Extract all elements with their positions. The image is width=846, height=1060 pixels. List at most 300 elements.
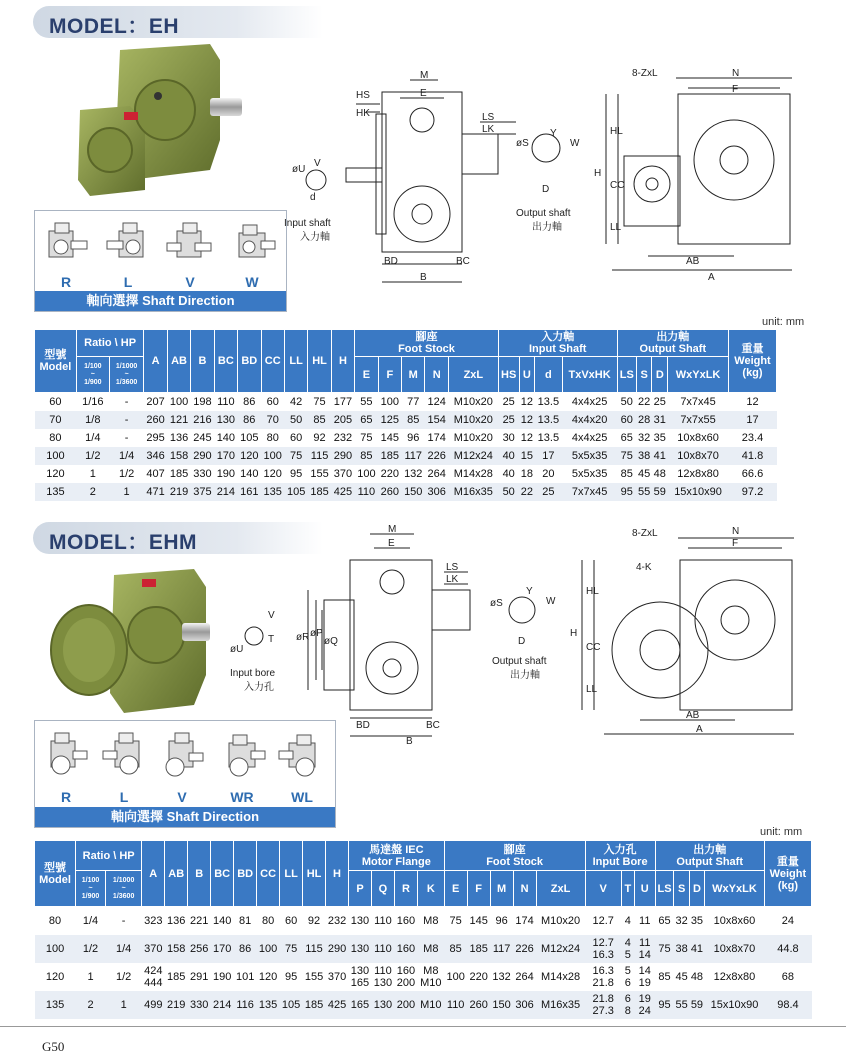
table-cell: 48 bbox=[690, 970, 704, 983]
input-bore-label-cn: 入力孔 bbox=[244, 682, 274, 693]
table-cell: 207 bbox=[146, 395, 165, 408]
table-cell: 22 bbox=[519, 483, 535, 501]
col-ll: LL bbox=[284, 330, 307, 393]
table-cell: 59 bbox=[652, 483, 668, 501]
table-cell: 370 bbox=[333, 467, 353, 480]
dim-bc: BC bbox=[426, 720, 440, 731]
table-cell: 92 bbox=[313, 431, 326, 444]
table-cell: 130 165 bbox=[350, 964, 370, 989]
col-ratio-1: 1/100 ~ 1/900 bbox=[76, 357, 109, 393]
col-n: N bbox=[513, 871, 536, 907]
table-cell: 41 bbox=[689, 935, 704, 963]
table-cell: 105 bbox=[240, 431, 259, 444]
page-number: G50 bbox=[42, 1039, 65, 1054]
table-cell: 145 bbox=[380, 431, 399, 444]
direction-l-icon bbox=[103, 215, 153, 273]
table-cell: 96 bbox=[407, 431, 420, 444]
col-d: D bbox=[689, 871, 704, 907]
table-cell: 5 6 bbox=[624, 964, 631, 989]
dim-lk: LK bbox=[482, 124, 495, 135]
table-cell: 140 bbox=[240, 467, 259, 480]
table-cell: 60 bbox=[49, 395, 62, 408]
table-cell: 11 bbox=[639, 914, 651, 927]
table-cell: 110 bbox=[217, 395, 235, 408]
input-bore-label: Input bore bbox=[230, 668, 276, 679]
table-cell: 98.4 bbox=[764, 991, 811, 1019]
table-cell: - bbox=[124, 395, 129, 408]
table-cell: 125 bbox=[378, 411, 401, 429]
col-zxl: ZxL bbox=[536, 871, 585, 907]
table-cell: 65 bbox=[658, 914, 671, 927]
table-cell: 130 bbox=[371, 991, 394, 1019]
table-cell: 160 bbox=[394, 935, 417, 963]
col-output-header: 出力軸 Output Shaft bbox=[617, 330, 728, 357]
table-cell: 205 bbox=[331, 411, 354, 429]
table-cell: 1/4 bbox=[85, 431, 101, 444]
table-cell: 264 bbox=[515, 970, 534, 983]
table-cell: 100 bbox=[357, 467, 376, 480]
table-cell: 132 bbox=[404, 467, 423, 480]
input-shaft-label-cn: 入力軸 bbox=[300, 232, 330, 243]
table-cell: 245 bbox=[193, 431, 212, 444]
dim-y: Y bbox=[526, 586, 533, 597]
col-foot-header: 腳座 Foot Stock bbox=[444, 841, 585, 871]
table-cell: 190 bbox=[212, 970, 232, 983]
table-cell: 232 bbox=[327, 914, 347, 927]
table-cell: 12 bbox=[520, 431, 534, 444]
table-cell: 306 bbox=[425, 483, 448, 501]
dim-h: H bbox=[570, 628, 578, 639]
table-row bbox=[35, 963, 812, 991]
col-r: R bbox=[394, 871, 417, 907]
table-cell: 260 bbox=[144, 411, 167, 429]
direction-wr-label: WR bbox=[230, 789, 254, 805]
col-ls: LS bbox=[655, 871, 674, 907]
table-cell: 219 bbox=[167, 483, 190, 501]
table-cell: 185 bbox=[169, 467, 189, 480]
table-cell: 370 bbox=[327, 970, 347, 983]
table-cell: M12x24 bbox=[448, 447, 498, 465]
dim-f: F bbox=[732, 84, 739, 95]
table-cell: 232 bbox=[333, 431, 353, 444]
table-cell: 260 bbox=[378, 483, 401, 501]
table-cell: 330 bbox=[188, 991, 211, 1019]
dim-bd: BD bbox=[356, 720, 370, 731]
dim-hl: HL bbox=[586, 586, 599, 597]
table-cell: 55 bbox=[674, 991, 689, 1019]
direction-l-label: L bbox=[119, 789, 129, 805]
table-cell: 86 bbox=[243, 395, 256, 408]
table-cell: 80 bbox=[261, 914, 275, 927]
dim-q: øQ bbox=[324, 636, 338, 647]
col-hl: HL bbox=[303, 841, 326, 907]
table-cell: 42 bbox=[290, 395, 303, 408]
table-cell: 145 bbox=[469, 914, 488, 927]
dim-a: A bbox=[696, 724, 703, 735]
table-cell: 12 bbox=[520, 395, 534, 408]
table-cell: 31 bbox=[652, 411, 668, 429]
output-shaft-label-cn: 出力軸 bbox=[510, 670, 540, 681]
table-cell: - bbox=[109, 411, 144, 429]
direction-r-label: R bbox=[60, 789, 72, 805]
dim-f: F bbox=[732, 538, 739, 549]
table-row bbox=[35, 935, 812, 963]
direction-v-icon bbox=[157, 725, 207, 783]
table-cell: 226 bbox=[513, 935, 536, 963]
table-cell: 425 bbox=[331, 483, 354, 501]
table-cell: 150 bbox=[490, 991, 513, 1019]
table-cell: 38 bbox=[674, 935, 689, 963]
table-cell: 214 bbox=[214, 483, 237, 501]
dim-e: E bbox=[420, 88, 427, 99]
table-cell: 65 bbox=[355, 411, 378, 429]
table-row bbox=[35, 429, 777, 447]
table-cell: 100 bbox=[261, 447, 284, 465]
table-cell: 23.4 bbox=[741, 431, 764, 444]
table-cell: 216 bbox=[191, 411, 214, 429]
table-cell: 135 bbox=[35, 483, 77, 501]
table-row bbox=[35, 393, 777, 411]
table-cell: 4x4x25 bbox=[571, 431, 608, 444]
table-cell: 66.6 bbox=[741, 467, 764, 480]
col-ratio-2: 1/1000 ~ 1/3600 bbox=[105, 871, 141, 907]
col-b: B bbox=[191, 330, 214, 393]
col-cc: CC bbox=[257, 841, 280, 907]
table-row bbox=[35, 447, 777, 465]
table-cell: 14 19 bbox=[638, 964, 651, 989]
table-cell: 264 bbox=[427, 467, 446, 480]
dim-a: A bbox=[708, 272, 715, 283]
table-cell: 471 bbox=[144, 483, 167, 501]
table-cell: 1/4 bbox=[82, 914, 99, 927]
shaft-direction-caption: 軸向選擇 Shaft Direction bbox=[35, 807, 335, 827]
ehm-gearbox-photo bbox=[44, 565, 224, 720]
table-cell: 130 bbox=[214, 411, 237, 429]
table-cell: 110 bbox=[371, 935, 394, 963]
table-cell: 5x5x35 bbox=[562, 447, 617, 465]
table-cell: 323 bbox=[144, 914, 163, 927]
col-motor-header: 馬達盤 IEC Motor Flange bbox=[349, 841, 445, 871]
col-ab: AB bbox=[167, 330, 190, 393]
table-cell: 45 bbox=[638, 467, 651, 480]
table-cell: 130 bbox=[349, 935, 372, 963]
table-cell: 4x4x25 bbox=[571, 395, 608, 408]
table-cell: 499 bbox=[142, 991, 165, 1019]
col-model-header: 型號 Model bbox=[35, 841, 76, 907]
table-cell: 20 bbox=[542, 467, 555, 480]
dim-ls: LS bbox=[446, 562, 459, 573]
table-cell: 115 bbox=[303, 935, 326, 963]
table-cell: 407 bbox=[146, 467, 165, 480]
dim-n: N bbox=[732, 68, 740, 79]
table-cell: 59 bbox=[689, 991, 704, 1019]
col-wxyxlk: WxYxLK bbox=[668, 357, 729, 393]
table-cell: 219 bbox=[165, 991, 188, 1019]
col-bc: BC bbox=[214, 330, 237, 393]
table-cell: 100 bbox=[257, 935, 280, 963]
table-cell: 12 bbox=[519, 411, 535, 429]
dim-w: W bbox=[570, 138, 580, 149]
ehm-spec-table bbox=[34, 840, 812, 1019]
col-b: B bbox=[188, 841, 211, 907]
table-cell: 2 bbox=[76, 991, 106, 1019]
table-cell: 110 bbox=[444, 991, 467, 1019]
table-cell: 290 bbox=[326, 935, 349, 963]
table-cell: 97.2 bbox=[729, 483, 777, 501]
table-row bbox=[35, 411, 777, 429]
table-cell: 1 bbox=[87, 970, 94, 983]
col-weight: 重量 Weight (kg) bbox=[729, 330, 777, 393]
col-model-header: 型號 Model bbox=[35, 330, 77, 393]
table-cell: 190 bbox=[216, 467, 236, 480]
table-cell: 110 bbox=[355, 483, 378, 501]
table-cell: 170 bbox=[214, 447, 237, 465]
col-bd: BD bbox=[234, 841, 257, 907]
table-cell: 100 bbox=[380, 395, 399, 408]
table-cell: 60 bbox=[284, 914, 298, 927]
table-cell: 40 bbox=[502, 467, 515, 480]
col-output-header: 出力軸 Output Shaft bbox=[655, 841, 764, 871]
dim-v: V bbox=[314, 158, 321, 169]
table-cell: 185 bbox=[167, 970, 186, 983]
table-cell: 136 bbox=[169, 431, 189, 444]
table-cell: 4x4x20 bbox=[562, 411, 617, 429]
table-cell: 295 bbox=[146, 431, 165, 444]
col-d-small: d bbox=[535, 357, 562, 393]
direction-l-label: L bbox=[123, 274, 133, 290]
table-cell: 1/16 bbox=[82, 395, 104, 408]
table-cell: 7x7x45 bbox=[680, 395, 716, 408]
table-cell: 45 bbox=[675, 970, 688, 983]
table-cell: 12 bbox=[746, 395, 759, 408]
col-foot-header: 腳座 Foot Stock bbox=[355, 330, 499, 357]
col-s: S bbox=[674, 871, 689, 907]
table-cell: 174 bbox=[427, 431, 446, 444]
table-cell: 95 bbox=[284, 970, 298, 983]
table-cell: 256 bbox=[188, 935, 211, 963]
table-cell: M16x35 bbox=[448, 483, 498, 501]
dim-zxl: 8-ZxL bbox=[632, 68, 658, 79]
table-cell: 290 bbox=[191, 447, 214, 465]
table-cell: 65 bbox=[620, 431, 633, 444]
table-cell: 1 bbox=[109, 483, 144, 501]
direction-v-label: V bbox=[185, 274, 195, 290]
col-t: T bbox=[621, 871, 634, 907]
table-cell: 60 bbox=[290, 431, 303, 444]
table-cell: 85 bbox=[658, 970, 671, 983]
dim-ll: LL bbox=[586, 684, 598, 695]
table-cell: 198 bbox=[193, 395, 212, 408]
col-hl: HL bbox=[308, 330, 331, 393]
output-shaft-label: Output shaft bbox=[492, 656, 547, 667]
dim-lk: LK bbox=[446, 574, 459, 585]
table-cell: 22 bbox=[638, 395, 651, 408]
table-cell: M10x20 bbox=[453, 395, 493, 408]
table-cell: 185 bbox=[308, 483, 331, 501]
eh-shaft-direction-panel bbox=[34, 210, 287, 312]
table-cell: 17 bbox=[729, 411, 777, 429]
table-cell: 75 bbox=[284, 447, 307, 465]
table-cell: 132 bbox=[492, 970, 511, 983]
col-zxl: ZxL bbox=[448, 357, 498, 393]
table-cell: 44.8 bbox=[764, 935, 811, 963]
table-cell: 48 bbox=[653, 467, 666, 480]
table-cell: 81 bbox=[239, 914, 252, 927]
table-cell: 10x8x70 bbox=[668, 447, 729, 465]
dim-y: Y bbox=[550, 128, 557, 139]
dim-h: H bbox=[594, 168, 602, 179]
table-cell: 2 bbox=[76, 483, 109, 501]
table-cell: 41 bbox=[652, 447, 668, 465]
table-cell: 10x8x60 bbox=[677, 431, 719, 444]
table-cell: 115 bbox=[308, 447, 331, 465]
table-cell: 75 bbox=[617, 447, 636, 465]
table-cell: 77 bbox=[407, 395, 420, 408]
table-cell: 425 bbox=[326, 991, 349, 1019]
table-cell: 154 bbox=[425, 411, 448, 429]
table-cell: 226 bbox=[425, 447, 448, 465]
table-cell: M8 bbox=[417, 935, 444, 963]
col-txvxhk: TxVxHK bbox=[562, 357, 617, 393]
col-ls: LS bbox=[617, 357, 636, 393]
output-shaft-label-cn: 出力軸 bbox=[532, 222, 562, 233]
table-cell: 15x10x90 bbox=[705, 991, 765, 1019]
table-cell: 70 bbox=[261, 411, 284, 429]
table-cell: 10x8x70 bbox=[705, 935, 765, 963]
dim-hl: HL bbox=[610, 126, 623, 137]
table-cell: M10 bbox=[417, 991, 444, 1019]
table-cell: 1/2 bbox=[115, 970, 132, 983]
dim-b: B bbox=[406, 736, 413, 745]
table-cell: 13.5 bbox=[537, 431, 560, 444]
dim-s: øS bbox=[516, 138, 529, 149]
col-cc: CC bbox=[261, 330, 284, 393]
table-cell: 18 bbox=[520, 467, 534, 480]
table-row bbox=[35, 991, 812, 1019]
col-e: E bbox=[444, 871, 467, 907]
dim-r: øR bbox=[296, 632, 310, 643]
table-cell: 7x7x45 bbox=[562, 483, 617, 501]
table-cell: 290 bbox=[331, 447, 354, 465]
table-cell: 135 bbox=[257, 991, 280, 1019]
direction-w-label: W bbox=[245, 274, 259, 290]
col-input-header: 入力孔 Input Bore bbox=[585, 841, 655, 871]
table-cell: 11 14 bbox=[634, 935, 655, 963]
table-cell: 170 bbox=[211, 935, 234, 963]
dim-p: øP bbox=[310, 628, 323, 639]
dim-hk: HK bbox=[356, 108, 370, 119]
table-cell: 177 bbox=[333, 395, 353, 408]
dim-e: E bbox=[388, 538, 395, 549]
table-cell: 13.5 bbox=[537, 395, 560, 408]
table-cell: 19 24 bbox=[634, 991, 655, 1019]
col-h: H bbox=[326, 841, 349, 907]
table-cell: 68 bbox=[781, 970, 795, 983]
table-cell: M8 M10 bbox=[420, 964, 442, 989]
table-cell: 100 bbox=[35, 935, 76, 963]
table-cell: 1 bbox=[105, 991, 141, 1019]
table-cell: 200 bbox=[394, 991, 417, 1019]
table-cell: 140 bbox=[212, 914, 232, 927]
table-cell: 85 bbox=[620, 467, 633, 480]
table-cell: 75 bbox=[313, 395, 326, 408]
table-cell: 86 bbox=[234, 935, 257, 963]
table-cell: 174 bbox=[515, 914, 534, 927]
table-cell: 55 bbox=[636, 483, 652, 501]
col-ratio-header: Ratio \ HP bbox=[76, 841, 142, 871]
table-cell: 105 bbox=[280, 991, 303, 1019]
direction-r-icon bbox=[41, 725, 91, 783]
dim-ab: AB bbox=[686, 256, 700, 267]
table-cell: 185 bbox=[303, 991, 326, 1019]
col-ll: LL bbox=[280, 841, 303, 907]
table-cell: 40 bbox=[498, 447, 519, 465]
table-cell: 185 bbox=[378, 447, 401, 465]
direction-w-icon bbox=[227, 215, 277, 273]
col-f: F bbox=[378, 357, 401, 393]
table-cell: 75 bbox=[655, 935, 674, 963]
table-cell: 80 bbox=[49, 431, 62, 444]
input-shaft-label: Input shaft bbox=[284, 218, 331, 229]
table-cell: 165 bbox=[349, 991, 372, 1019]
table-cell: 95 bbox=[290, 467, 303, 480]
table-cell: 155 bbox=[310, 467, 329, 480]
table-cell: 86 bbox=[238, 411, 261, 429]
table-cell: 101 bbox=[235, 970, 255, 983]
table-cell: 185 bbox=[467, 935, 490, 963]
col-h: H bbox=[331, 330, 354, 393]
table-cell: 375 bbox=[191, 483, 214, 501]
dim-ab: AB bbox=[686, 710, 700, 721]
table-cell: 24 bbox=[781, 914, 795, 927]
dim-u: øU bbox=[292, 164, 306, 175]
col-ratio-1: 1/100 ~ 1/900 bbox=[76, 871, 106, 907]
table-cell: 60 bbox=[617, 411, 636, 429]
dim-hs: HS bbox=[356, 90, 370, 101]
table-row bbox=[35, 907, 812, 935]
dim-b: B bbox=[420, 272, 427, 283]
table-cell: 140 bbox=[216, 431, 236, 444]
dim-ll: LL bbox=[610, 222, 622, 233]
table-cell: 117 bbox=[402, 447, 425, 465]
table-cell: 155 bbox=[304, 970, 324, 983]
table-cell: 32 bbox=[638, 431, 651, 444]
dim-k: 4-K bbox=[636, 562, 652, 573]
table-cell: 25 bbox=[653, 395, 666, 408]
col-k: K bbox=[417, 871, 444, 907]
col-ab: AB bbox=[165, 841, 188, 907]
table-cell: 60 bbox=[266, 395, 279, 408]
table-cell: 85 bbox=[402, 411, 425, 429]
table-cell: 50 bbox=[498, 483, 519, 501]
col-e: E bbox=[355, 357, 378, 393]
table-cell: 12x8x80 bbox=[713, 970, 756, 983]
table-cell: 100 bbox=[169, 395, 189, 408]
table-cell: 124 bbox=[427, 395, 446, 408]
col-a: A bbox=[144, 330, 167, 393]
col-f: F bbox=[467, 871, 490, 907]
table-cell: 158 bbox=[167, 447, 190, 465]
table-cell: 70 bbox=[35, 411, 77, 429]
ehm-dimension-drawing bbox=[230, 520, 810, 745]
table-cell: 120 bbox=[46, 467, 65, 480]
table-cell: 1 bbox=[89, 467, 96, 480]
col-s: S bbox=[636, 357, 652, 393]
table-cell: 424 444 bbox=[144, 964, 163, 989]
table-cell: 100 bbox=[35, 447, 77, 465]
col-ratio-2: 1/1000 ~ 1/3600 bbox=[109, 357, 144, 393]
col-bd: BD bbox=[238, 330, 261, 393]
